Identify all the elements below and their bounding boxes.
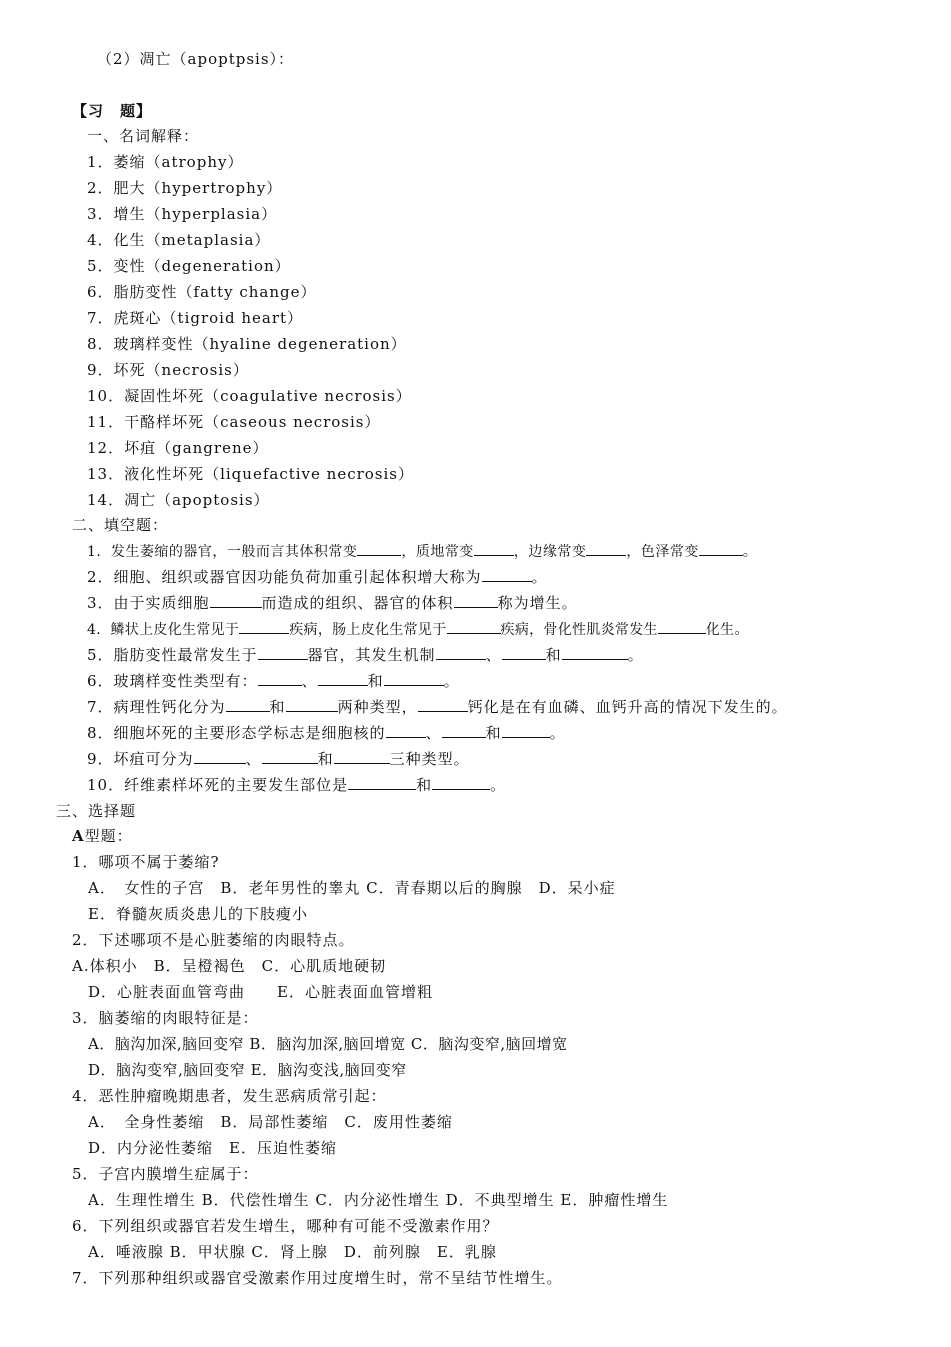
mc-options: D．内分泌性萎缩 E．压迫性萎缩 [88,1139,337,1157]
answer-blank[interactable] [226,697,270,712]
answer-blank[interactable] [262,749,318,764]
question-text: 三种类型。 [389,750,470,768]
answer-blank[interactable] [442,723,486,738]
mc-question: 1．哪项不属于萎缩? [72,853,220,871]
term-item: 2．肥大（hypertrophy） [87,179,283,197]
intro-line: （2）凋亡（apoptpsis）： [97,50,295,68]
fill-question-7 [87,697,788,717]
answer-blank[interactable] [348,775,416,790]
fill-question-1 [87,541,757,562]
question-text: ，边缘常变 [513,544,587,560]
question-text: 。 [627,646,644,664]
mc-options: A． 女性的子宫 B．老年男性的睾丸 C．青春期以后的胸腺 D．呆小症 [88,879,616,897]
question-text: 。 [531,568,548,586]
question-text: 钙化是在有血磷、血钙升高的情况下发生的。 [467,698,788,716]
answer-blank[interactable] [418,697,468,712]
answer-blank[interactable] [210,593,262,608]
question-text: 器官，其发生机制 [307,646,436,664]
term-item: 11．干酪样坏死（caseous necrosis） [87,413,381,431]
fill-question-10 [87,775,506,795]
question-text: 和 [485,724,502,742]
term-item: 10．凝固性坏死（coagulative necrosis） [87,387,412,405]
exercises-heading: 【习 题】 [72,102,153,120]
question-text: 2．细胞、组织或器官因功能负荷加重引起体积增大称为 [87,568,482,586]
answer-blank[interactable] [454,593,498,608]
question-text: ，质地常变 [401,544,474,560]
question-text: 、 [301,672,318,690]
fill-question-4 [87,619,749,640]
mc-question: 5．子宫内膜增生症属于： [72,1165,259,1183]
answer-blank[interactable] [482,567,532,582]
question-text: 1．发生萎缩的器官，一般而言其体积常变 [87,544,358,560]
question-text: 和 [416,776,433,794]
fill-question-3 [87,593,578,613]
question-text: 4．鳞状上皮化生常见于 [87,622,240,638]
question-text: 9．坏疽可分为 [87,750,194,768]
question-text: ，色泽常变 [626,544,699,560]
answer-blank[interactable] [386,723,426,738]
mc-question: 4．恶性肿瘤晚期患者，发生恶病质常引起： [72,1087,387,1105]
question-text: 6．玻璃样变性类型有： [87,672,258,690]
term-item: 8．玻璃样变性（hyaline degeneration） [87,335,407,353]
answer-blank[interactable] [436,645,486,660]
question-text: 称为增生。 [497,594,578,612]
answer-blank[interactable] [502,723,550,738]
answer-blank[interactable] [658,619,706,634]
mc-options: A．唾液腺 B．甲状腺 C．肾上腺 D．前列腺 E．乳腺 [88,1243,497,1261]
answer-blank[interactable] [318,671,368,686]
answer-blank[interactable] [384,671,444,686]
question-text: 3．由于实质细胞 [87,594,210,612]
mc-options: E．脊髓灰质炎患儿的下肢瘦小 [88,905,308,923]
mc-question: 3．脑萎缩的肉眼特征是： [72,1009,259,1027]
question-text: 和 [317,750,334,768]
term-item: 7．虎斑心（tigroid heart） [87,309,304,327]
mc-options: D．心脏表面血管弯曲 E．心脏表面血管增粗 [88,983,433,1001]
term-item: 1．萎缩（atrophy） [87,153,244,171]
answer-blank[interactable] [586,541,626,556]
term-item: 3．增生（hyperplasia） [87,205,278,223]
answer-blank[interactable] [194,749,246,764]
term-item: 9．坏死（necrosis） [87,361,249,379]
answer-blank[interactable] [334,749,390,764]
question-text: 8．细胞坏死的主要形态学标志是细胞核的 [87,724,386,742]
answer-blank[interactable] [258,645,308,660]
question-text: 疾病，肠上皮化生常见于 [289,622,447,638]
term-item: 5．变性（degeneration） [87,257,291,275]
mc-question: 7．下列那种组织或器官受激素作用过度增生时，常不呈结节性增生。 [72,1269,563,1287]
question-text: 。 [742,544,758,560]
type-a-heading [72,826,133,846]
answer-blank[interactable] [502,645,546,660]
fill-question-9 [87,749,470,769]
question-text: 和 [269,698,286,716]
answer-blank[interactable] [432,775,490,790]
mc-options: A．生理性增生 B．代偿性增生 C．内分泌性增生 D．不典型增生 E．肿瘤性增生 [88,1191,669,1209]
question-text: 、 [425,724,442,742]
question-text: 、 [485,646,502,664]
mc-options: A． 全身性萎缩 B．局部性萎缩 C．废用性萎缩 [88,1113,453,1131]
mc-options: D．脑沟变窄,脑回变窄 E．脑沟变浅,脑回变窄 [88,1061,407,1079]
mc-options: A．脑沟加深,脑回变窄 B．脑沟加深,脑回增宽 C．脑沟变窄,脑回增宽 [88,1035,568,1053]
answer-blank[interactable] [258,671,302,686]
section-title-fill-in: 二、填空题： [72,516,169,534]
term-item: 12．坏疽（gangrene） [87,439,269,457]
answer-blank[interactable] [286,697,338,712]
answer-blank[interactable] [357,541,401,556]
fill-question-2 [87,567,548,587]
question-text: 、 [245,750,262,768]
mc-question: 6．下列组织或器官若发生增生，哪种有可能不受激素作用？ [72,1217,499,1235]
section-title-definitions: 一、名词解释： [87,127,200,145]
answer-blank[interactable] [474,541,514,556]
term-item: 6．脂肪变性（fatty change） [87,283,317,301]
fill-question-6 [87,671,460,691]
fill-question-5 [87,645,644,665]
answer-blank[interactable] [447,619,501,634]
mc-question: 2．下述哪项不是心脏萎缩的肉眼特点。 [72,931,355,949]
question-text: 和 [545,646,562,664]
term-item: 13．液化性坏死（liquefactive necrosis） [87,465,414,483]
answer-blank[interactable] [239,619,289,634]
section-title-multiple-choice: 三、选择题 [56,802,137,820]
question-text: 和 [367,672,384,690]
fill-question-8 [87,723,566,743]
question-text: 7．病理性钙化分为 [87,698,226,716]
term-item: 4．化生（metaplasia） [87,231,271,249]
type-a-label: 型题： [84,827,133,845]
mc-options: A.体积小 B．呈橙褐色 C．心肌质地硬韧 [72,957,387,975]
question-text: 。 [549,724,566,742]
question-text: 。 [443,672,460,690]
question-text: 而造成的组织、器官的体积 [261,594,454,612]
answer-blank[interactable] [699,541,743,556]
question-text: 疾病，骨化性肌炎常发生 [500,622,658,638]
type-a-letter: A [72,827,85,845]
question-text: 化生。 [705,622,749,638]
question-text: 两种类型， [337,698,418,716]
answer-blank[interactable] [562,645,628,660]
question-text: 5．脂肪变性最常发生于 [87,646,258,664]
question-text: 。 [490,776,507,794]
question-text: 10．纤维素样坏死的主要发生部位是 [87,776,349,794]
term-item: 14．凋亡（apoptosis） [87,491,270,509]
